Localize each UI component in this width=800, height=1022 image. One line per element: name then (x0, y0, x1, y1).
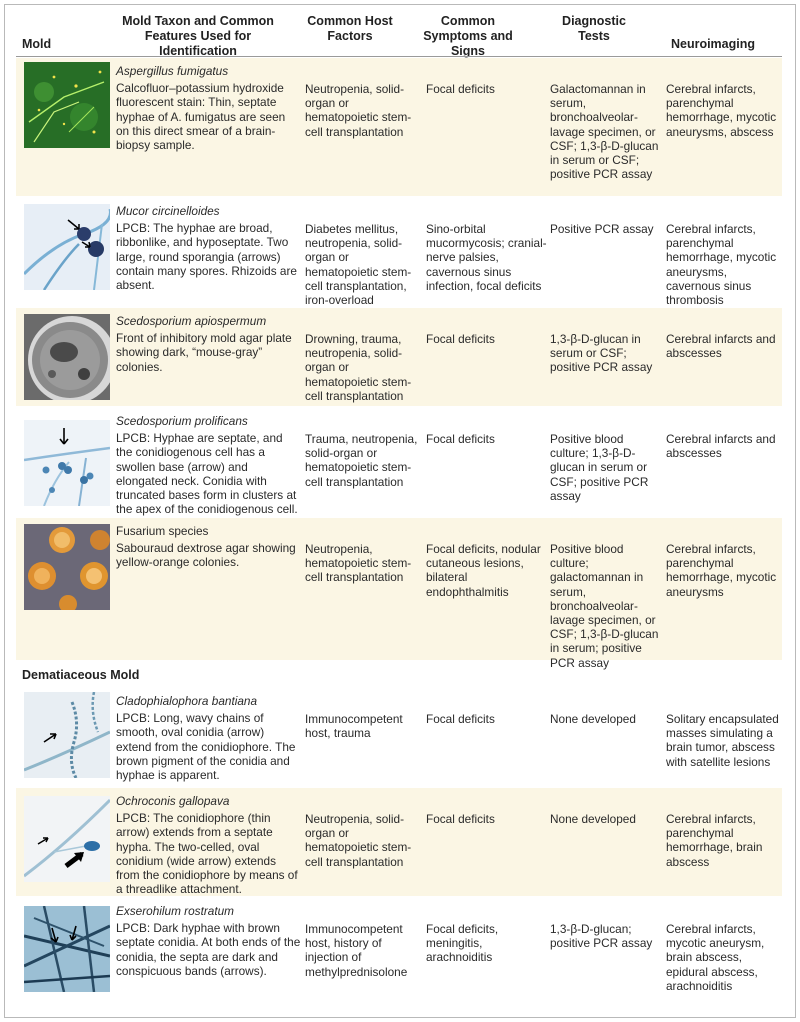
host-cell: Immunocompetent host, trauma (305, 712, 403, 741)
taxon-description: Calcofluor–potassium hydroxide fluorescent stain: Thin, septate hyphae of A. fumigatus are seen on this direct smear of a brain-biopsy sample. (116, 81, 286, 153)
table-row (16, 788, 782, 896)
table-row (16, 408, 782, 516)
taxon-description: Sabouraud dextrose agar showing yellow-orange colonies. (116, 541, 296, 570)
taxon-description: LPCB: Dark hyphae with brown septate conidia. At both ends of the conidia, the septa are dark and conspicuous bands (arrows). (116, 921, 301, 978)
host-cell: Neutropenia, solid-organ or hematopoietic stem-cell transplantation (305, 82, 412, 139)
table-header (0, 0, 800, 60)
table-row (16, 898, 782, 1002)
symptoms-cell: Focal deficits (426, 332, 495, 346)
table-row (16, 198, 782, 306)
taxon-cell (116, 904, 301, 978)
neuro-cell: Cerebral infarcts and abscesses (666, 432, 776, 461)
symptoms-cell: Focal deficits (426, 712, 495, 726)
gray-agar-plate-image (24, 314, 110, 400)
neuro-cell: Cerebral infarcts, parenchymal hemorrhage, mycotic aneurysms, abscess (666, 82, 777, 139)
header-symptoms: Common Symptoms and Signs (423, 14, 513, 58)
diagnostic-cell: Positive blood culture; galactomannan in serum, bronchoalveolar-lavage specimen, or CSF; 1,3-β-D-glucan in serum; positive PCR assay (550, 542, 659, 670)
taxon-name: Scedosporium apiospermum (116, 314, 267, 328)
neuro-cell: Cerebral infarcts, parenchymal hemorrhage, brain abscess (666, 812, 763, 869)
conidia-chain-image (24, 692, 110, 778)
table-row (16, 58, 782, 196)
taxon-cell (116, 64, 301, 152)
two-celled-conidium-image (24, 796, 110, 882)
host-cell: Drowning, trauma, neutropenia, solid-organ or hematopoietic stem-cell transplantation (305, 332, 412, 403)
header-taxon: Mold Taxon and Common Features Used for Identification (122, 14, 274, 58)
taxon-name: Exserohilum rostratum (116, 904, 235, 918)
symptoms-cell: Focal deficits, nodular cutaneous lesions, bilateral endophthalmitis (426, 542, 541, 599)
host-cell: Diabetes mellitus, neutropenia, solid-organ or hematopoietic stem-cell transplantation, iron-overload (305, 222, 412, 308)
header-diagnostic: Diagnostic Tests (562, 14, 626, 43)
table-row (16, 518, 782, 670)
neuro-cell: Solitary encapsulated masses simulating a brain tumor, abscess with satellite lesions (666, 712, 779, 769)
diagnostic-cell: None developed (550, 812, 636, 826)
taxon-cell (116, 794, 301, 896)
dark-hyphae-image (24, 906, 110, 992)
diagnostic-cell: Galactomannan in serum, bronchoalveolar-lavage specimen, or CSF; 1,3-β-D-glucan in serum or CSF; positive PCR assay (550, 82, 659, 182)
diagnostic-cell: Positive PCR assay (550, 222, 654, 236)
symptoms-cell: Focal deficits (426, 432, 495, 446)
header-rule (16, 56, 782, 57)
neuro-cell: Cerebral infarcts and abscesses (666, 332, 776, 361)
taxon-cell (116, 694, 301, 782)
header-mold: Mold (22, 37, 52, 51)
conidia-stain-image (24, 420, 110, 506)
host-cell: Neutropenia, solid-organ or hematopoietic stem-cell transplantation (305, 812, 412, 869)
fluorescent-hyphae-image (24, 62, 110, 148)
neuro-cell: Cerebral infarcts, mycotic aneurysm, brain abscess, epidural abscess, arachnoiditis (666, 922, 765, 993)
taxon-name: Mucor circinelloides (116, 204, 220, 218)
taxon-description: LPCB: Long, wavy chains of smooth, oval conidia (arrow) extend from the conidiophore. The brown pigment of the conidia and hyphae is apparent. (116, 711, 296, 783)
taxon-name: Ochroconis gallopava (116, 794, 230, 808)
header-neuro: Neuroimaging (670, 37, 756, 51)
taxon-description: LPCB: Hyphae are septate, and the conidiogenous cell has a swollen base (arrow) and elongated neck. Conidia with truncated bases form in clusters at the apex of the conidiogenous cell. (116, 431, 298, 517)
taxon-name: Cladophialophora bantiana (116, 694, 258, 708)
diagnostic-cell: 1,3-β-D-glucan in serum or CSF; positive PCR assay (550, 332, 653, 375)
host-cell: Trauma, neutropenia, solid-organ or hematopoietic stem-cell transplantation (305, 432, 418, 489)
section-title: Dematiaceous Mold (22, 668, 140, 682)
taxon-cell (116, 414, 301, 516)
taxon-description: Front of inhibitory mold agar plate showing dark, “mouse-gray” colonies. (116, 331, 292, 374)
symptoms-cell: Sino-orbital mucormycosis; cranial-nerve palsies, cavernous sinus infection, focal deficits (426, 222, 547, 293)
taxon-cell (116, 314, 301, 374)
taxon-description: LPCB: The conidiophore (thin arrow) extends from a septate hypha. The two-celled, oval conidium (wide arrow) extends from the conidiophore by means of a threadlike attachment. (116, 811, 298, 897)
taxon-cell (116, 204, 301, 292)
diagnostic-cell: None developed (550, 712, 636, 726)
taxon-name: Fusarium species (116, 524, 209, 538)
symptoms-cell: Focal deficits (426, 82, 495, 96)
neuro-cell: Cerebral infarcts, parenchymal hemorrhage, mycotic aneurysms, cavernous sinus thrombosis (666, 222, 777, 308)
taxon-description: LPCB: The hyphae are broad, ribbonlike, and hyposeptate. Two large, round sporangia (arrows) contain many spores. Rhizoids are absent. (116, 221, 297, 293)
orange-colonies-image (24, 524, 110, 610)
neuro-cell: Cerebral infarcts, parenchymal hemorrhage, mycotic aneurysms (666, 542, 777, 599)
symptoms-cell: Focal deficits, meningitis, arachnoiditis (426, 922, 499, 965)
taxon-name: Aspergillus fumigatus (116, 64, 229, 78)
table-row (16, 308, 782, 406)
table-row (16, 688, 782, 784)
host-cell: Immunocompetent host, history of injection of methylprednisolone (305, 922, 408, 979)
diagnostic-cell: 1,3-β-D-glucan; positive PCR assay (550, 922, 653, 951)
host-cell: Neutropenia, hematopoietic stem-cell transplantation (305, 542, 412, 585)
diagnostic-cell: Positive blood culture; 1,3-β-D-glucan in serum or CSF; positive PCR assay (550, 432, 649, 503)
symptoms-cell: Focal deficits (426, 812, 495, 826)
header-host: Common Host Factors (307, 14, 393, 43)
taxon-name: Scedosporium prolificans (116, 414, 248, 428)
sporangia-stain-image (24, 204, 110, 290)
taxon-cell (116, 524, 301, 570)
